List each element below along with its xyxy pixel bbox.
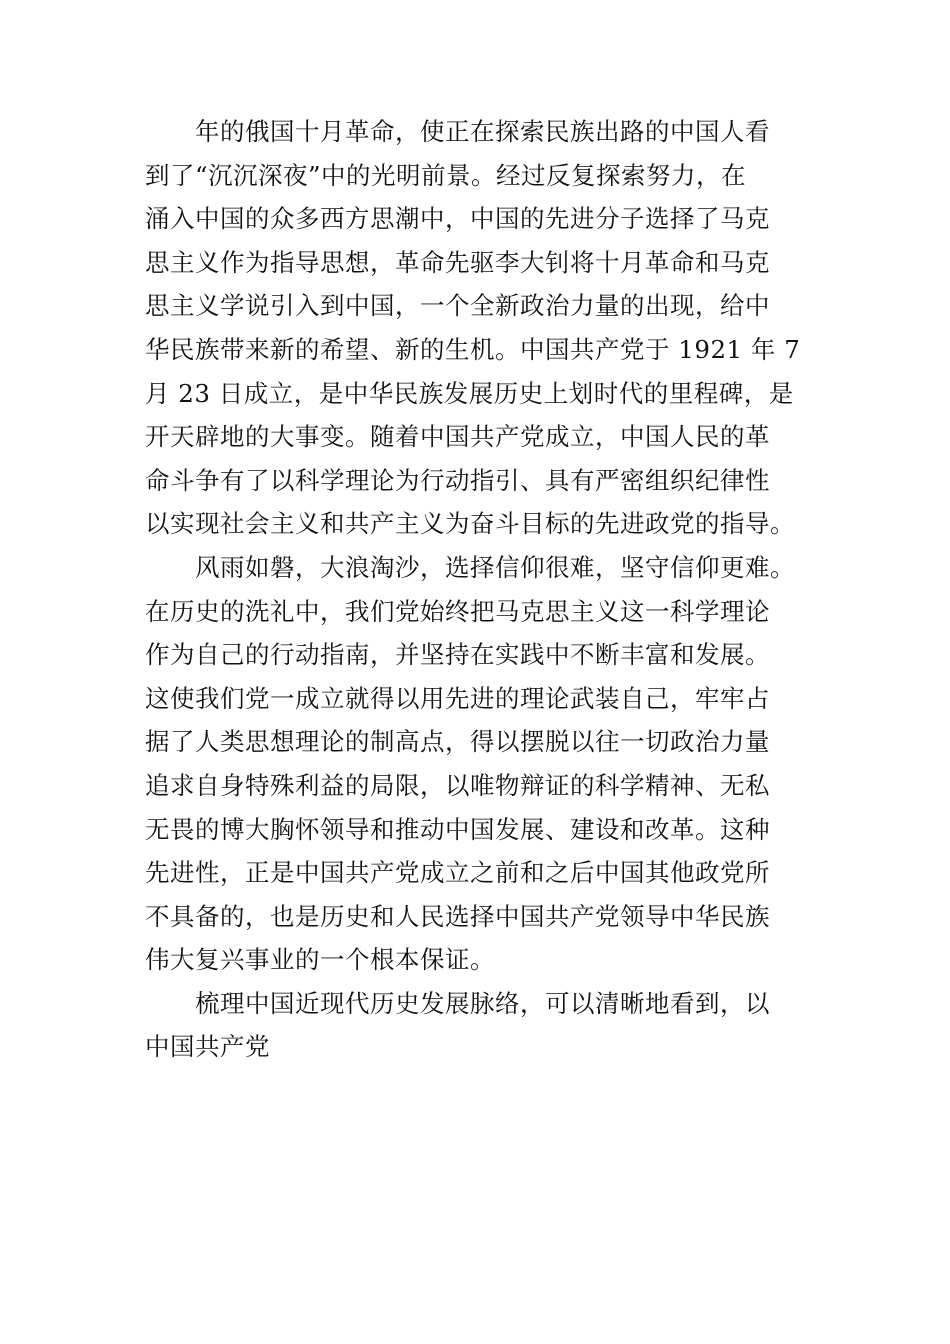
text-line: 以实现社会主义和共产主义为奋斗目标的先进政党的指导。 <box>145 509 795 539</box>
text-line: 在历史的洗礼中，我们党始终把马克思主义这一科学理论 <box>145 596 770 626</box>
text-line: 这使我们党一成立就得以用先进的理论武装自己，牢牢占 <box>145 683 770 713</box>
text-line: 作为自己的行动指南，并坚持在实践中不断丰富和发展。 <box>145 640 770 670</box>
body-text <box>145 110 810 1069</box>
text-line: 到了“沉沉深夜”中的光明前景。经过反复探索努力，在 <box>145 160 747 190</box>
text-line: 命斗争有了以科学理论为行动指引、具有严密组织纪律性 <box>145 465 770 495</box>
text-line: 年的俄国十月革命，使正在探索民族出路的中国人看 <box>195 117 770 146</box>
text-line: 涌入中国的众多西方思潮中，中国的先进分子选择了马克 <box>145 204 770 234</box>
text-line: 华民族带来新的希望、新的生机。中国共产党于 1921 年 7 <box>145 334 801 364</box>
text-line: 伟大复兴事业的一个根本保证。 <box>145 945 495 975</box>
text-line: 月 23 日成立，是中华民族发展历史上划时代的里程碑，是 <box>145 378 794 408</box>
text-line: 先进性，正是中国共产党成立之前和之后中国其他政党所 <box>145 858 770 888</box>
text-line: 开天辟地的大事变。随着中国共产党成立，中国人民的革 <box>145 422 770 452</box>
text-line: 中国共产党 <box>145 1032 270 1062</box>
text-line: 风雨如磐，大浪淘沙，选择信仰很难，坚守信仰更难。 <box>195 552 795 582</box>
text-line: 思主义学说引入到中国，一个全新政治力量的出现，给中 <box>145 291 770 321</box>
text-line: 不具备的，也是历史和人民选择中国共产党领导中华民族 <box>145 901 770 931</box>
text-line: 据了人类思想理论的制高点，得以摆脱以往一切政治力量 <box>145 727 770 757</box>
text-line: 梳理中国近现代历史发展脉络，可以清晰地看到，以 <box>195 988 770 1018</box>
text-line: 思主义作为指导思想，革命先驱李大钊将十月革命和马克 <box>145 247 770 277</box>
text-line: 无畏的博大胸怀领导和推动中国发展、建设和改革。这种 <box>145 814 770 844</box>
text-line: 追求自身特殊利益的局限，以唯物辩证的科学精神、无私 <box>145 770 770 800</box>
